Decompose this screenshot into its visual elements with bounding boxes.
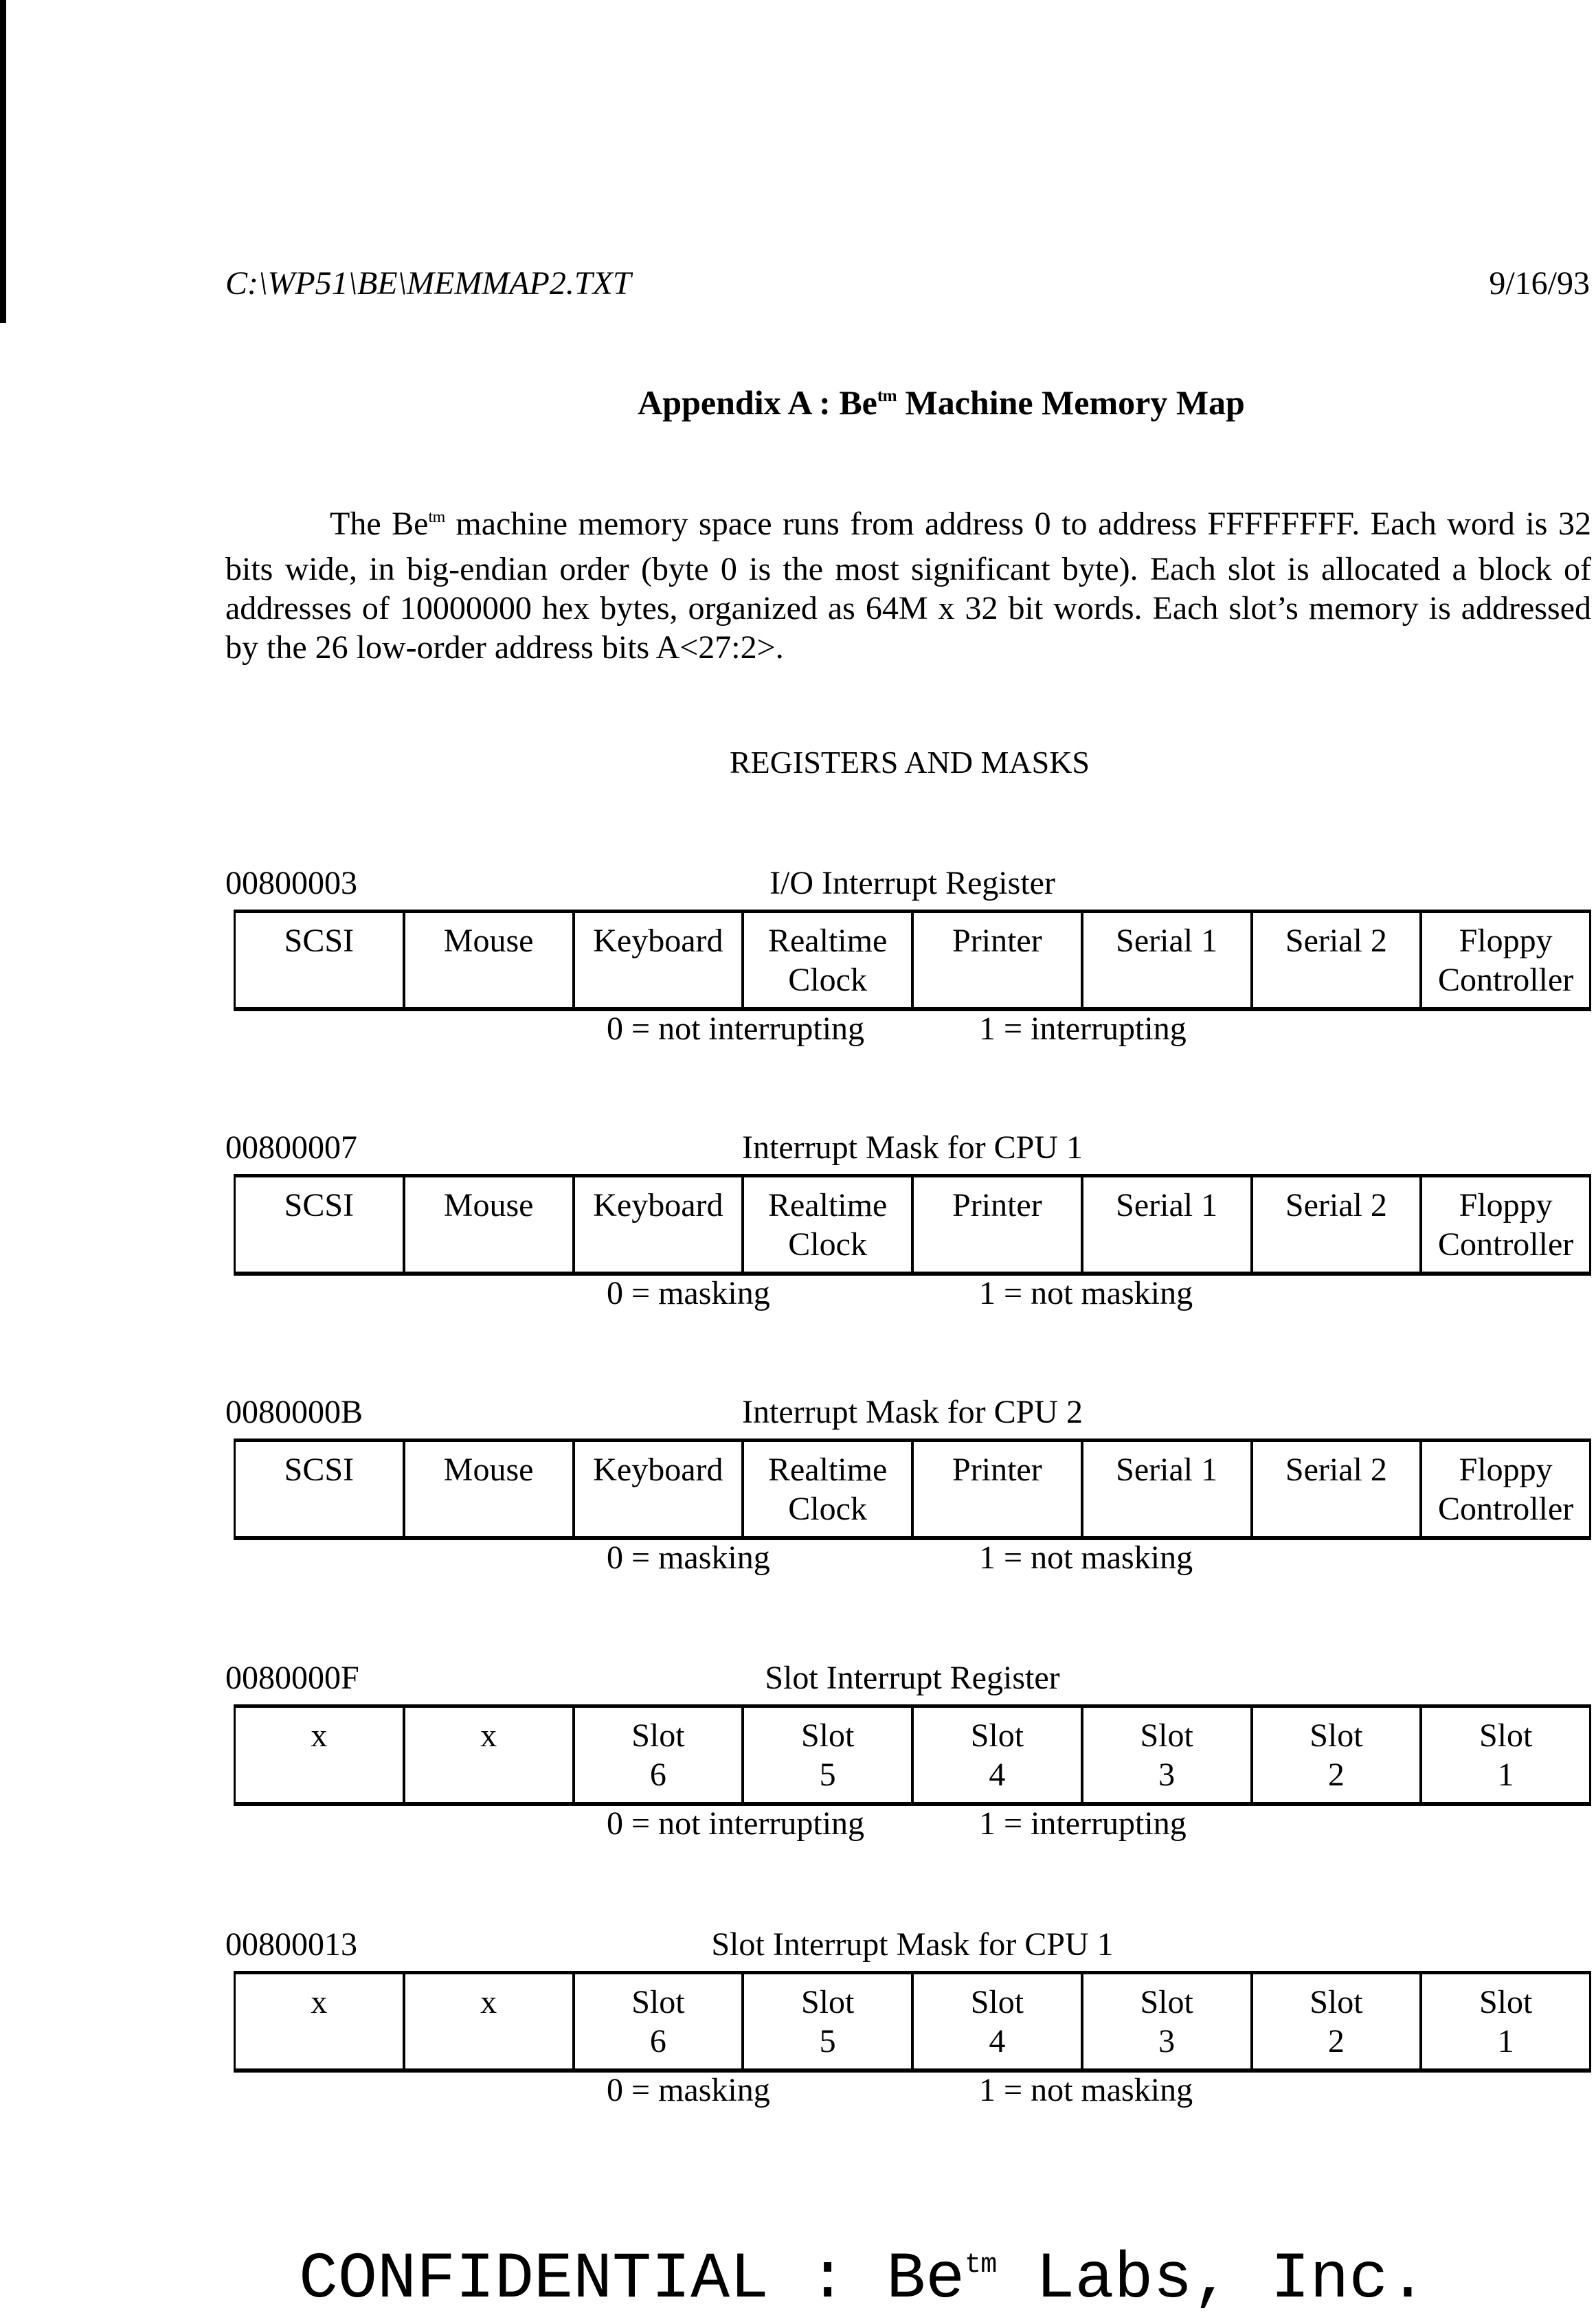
register-name: Interrupt Mask for CPU 1 xyxy=(742,1129,1083,1166)
bit-label-line: 2 xyxy=(1327,2023,1345,2060)
bit-label-line: Slot xyxy=(970,1984,1024,2020)
bit-label-line: 3 xyxy=(1158,2023,1176,2060)
register-block xyxy=(225,1393,1596,1576)
register-bit-cell xyxy=(1422,1708,1589,1802)
bit-label-line: Printer xyxy=(952,1187,1042,1223)
footer-prefix: CONFIDENTIAL : Be xyxy=(299,2242,965,2316)
legend-one-meaning: 1 = not masking xyxy=(979,1539,1193,1576)
bit-label-line: Floppy xyxy=(1459,1187,1553,1223)
bit-label-line: Clock xyxy=(788,1226,867,1263)
bit-label-line: x xyxy=(480,1984,497,2020)
register-bit-cell xyxy=(236,1177,405,1272)
trademark-mark: tm xyxy=(428,508,445,526)
bit-label-line: Slot xyxy=(1479,1984,1533,2020)
bit-label-line: Clock xyxy=(788,1491,867,1527)
bit-label-line: SCSI xyxy=(284,1452,355,1488)
bit-label-line: 5 xyxy=(819,1757,836,1793)
register-bit-cell xyxy=(405,1708,575,1802)
bit-label-line: Mouse xyxy=(443,1187,534,1223)
register-bit-cell xyxy=(575,913,745,1007)
legend-zero-meaning: 0 = masking xyxy=(607,1539,770,1576)
register-bit-cell xyxy=(236,1974,405,2068)
register-bit-cell xyxy=(575,1708,745,1802)
document-date: 9/16/93 xyxy=(1489,265,1590,302)
register-address: 00800007 xyxy=(225,1129,357,1166)
section-heading: REGISTERS AND MASKS xyxy=(730,745,1090,780)
register-bit-cell xyxy=(1253,1708,1423,1802)
bit-label-line: 6 xyxy=(649,2023,666,2060)
confidential-footer xyxy=(299,2242,1428,2324)
title-suffix: Machine Memory Map xyxy=(897,383,1245,422)
trademark-mark: tm xyxy=(965,2249,997,2281)
legend-zero-meaning: 0 = masking xyxy=(607,2072,770,2108)
register-bit-cell xyxy=(1083,913,1253,1007)
register-bit-cell xyxy=(236,1442,405,1536)
paragraph-prefix: The Be xyxy=(330,506,429,542)
bit-label-line: Slot xyxy=(631,1984,685,2020)
legend-one-meaning: 1 = not masking xyxy=(979,1275,1193,1311)
intro-paragraph xyxy=(225,504,1591,667)
register-bit-cell xyxy=(1422,1177,1589,1272)
register-bit-cell xyxy=(405,1442,575,1536)
register-bit-cell xyxy=(1253,1442,1423,1536)
bit-label-line: 1 xyxy=(1497,2023,1514,2060)
legend-one-meaning: 1 = not masking xyxy=(979,2072,1193,2108)
register-bit-cell xyxy=(236,913,405,1007)
register-bit-cell xyxy=(405,1177,575,1272)
bit-label-line: 5 xyxy=(819,2023,836,2060)
bit-label-line: Mouse xyxy=(443,1452,534,1488)
register-bit-cell xyxy=(744,1974,914,2068)
bit-label-line: 6 xyxy=(649,1757,666,1793)
register-bit-cell xyxy=(1422,1974,1589,2068)
bit-label-line: 1 xyxy=(1497,1757,1514,1793)
register-bit-table xyxy=(234,910,1591,1011)
register-block xyxy=(225,1926,1596,2108)
register-bit-cell xyxy=(914,1708,1083,1802)
bit-label-line: Mouse xyxy=(443,923,534,959)
bit-label-line: Slot xyxy=(800,1984,855,2020)
register-bit-cell xyxy=(914,1177,1083,1272)
register-block xyxy=(225,864,1596,1047)
register-bit-cell xyxy=(1422,913,1589,1007)
register-name: Interrupt Mask for CPU 2 xyxy=(742,1394,1083,1430)
register-bit-table xyxy=(234,1439,1591,1540)
register-bit-cell xyxy=(1422,1442,1589,1536)
bit-label-line: Controller xyxy=(1437,962,1574,998)
register-bit-cell xyxy=(1253,1974,1423,2068)
bit-label-line: 4 xyxy=(989,1757,1006,1793)
register-address: 0080000B xyxy=(225,1394,363,1430)
bit-label-line: Slot xyxy=(1310,1717,1363,1754)
bit-label-line: Serial 1 xyxy=(1116,1452,1218,1488)
register-address: 00800003 xyxy=(225,865,357,901)
register-bit-cell xyxy=(575,1974,745,2068)
register-bit-cell xyxy=(914,913,1083,1007)
bit-label-line: Slot xyxy=(1479,1717,1533,1754)
bit-label-line: Controller xyxy=(1437,1226,1574,1263)
register-block xyxy=(225,1659,1596,1842)
register-name: Slot Interrupt Register xyxy=(765,1660,1060,1696)
legend-zero-meaning: 0 = not interrupting xyxy=(607,1805,865,1842)
bit-label-line: Slot xyxy=(631,1717,685,1754)
register-bit-cell xyxy=(744,1442,914,1536)
register-block xyxy=(225,1129,1596,1311)
register-bit-cell xyxy=(1083,1177,1253,1272)
bit-label-line: Realtime xyxy=(767,1187,888,1223)
file-path: C:\WP51\BE\MEMMAP2.TXT xyxy=(225,265,631,302)
register-bit-cell xyxy=(575,1177,745,1272)
legend-one-meaning: 1 = interrupting xyxy=(979,1011,1187,1047)
bit-label-line: Floppy xyxy=(1459,923,1553,959)
trademark-mark: tm xyxy=(877,387,897,406)
register-bit-cell xyxy=(405,1974,575,2068)
bit-label-line: Slot xyxy=(970,1717,1024,1754)
bit-label-line: x xyxy=(480,1717,497,1754)
register-bit-cell xyxy=(236,1708,405,1802)
bit-label-line: Serial 1 xyxy=(1116,923,1218,959)
bit-label-line: Printer xyxy=(952,1452,1042,1488)
scan-edge xyxy=(0,0,6,323)
register-bit-cell xyxy=(744,1708,914,1802)
bit-label-line: Floppy xyxy=(1459,1452,1553,1488)
register-bit-cell xyxy=(914,1442,1083,1536)
bit-label-line: 2 xyxy=(1327,1757,1345,1793)
register-bit-cell xyxy=(1083,1442,1253,1536)
bit-label-line: Clock xyxy=(788,962,867,998)
bit-label-line: Keyboard xyxy=(593,1187,723,1223)
bit-label-line: Printer xyxy=(952,923,1042,959)
register-bit-cell xyxy=(575,1442,745,1536)
bit-label-line: SCSI xyxy=(284,1187,355,1223)
bit-label-line: x xyxy=(311,1717,328,1754)
register-bit-cell xyxy=(1083,1708,1253,1802)
bit-label-line: Controller xyxy=(1437,1491,1574,1527)
bit-label-line: Serial 2 xyxy=(1285,1452,1387,1488)
register-bit-cell xyxy=(744,913,914,1007)
legend-zero-meaning: 0 = not interrupting xyxy=(607,1011,865,1047)
register-bit-cell xyxy=(914,1974,1083,2068)
register-bit-table xyxy=(234,1704,1591,1806)
bit-label-line: 3 xyxy=(1158,1757,1176,1793)
register-bit-cell xyxy=(744,1177,914,1272)
register-bit-table xyxy=(234,1174,1591,1276)
register-bit-cell xyxy=(1253,1177,1423,1272)
register-address: 0080000F xyxy=(225,1660,359,1696)
legend-one-meaning: 1 = interrupting xyxy=(979,1805,1187,1842)
bit-label-line: Keyboard xyxy=(593,923,723,959)
register-name: Slot Interrupt Mask for CPU 1 xyxy=(711,1926,1114,1963)
page-title xyxy=(0,383,1596,429)
bit-label-line: x xyxy=(311,1984,328,2020)
register-address: 00800013 xyxy=(225,1926,357,1963)
register-bit-cell xyxy=(1253,913,1423,1007)
bit-label-line: Serial 2 xyxy=(1285,923,1387,959)
bit-label-line: Slot xyxy=(1140,1984,1193,2020)
register-bit-cell xyxy=(1083,1974,1253,2068)
bit-label-line: 4 xyxy=(989,2023,1006,2060)
title-prefix: Appendix A : Be xyxy=(638,383,877,422)
bit-label-line: SCSI xyxy=(284,923,355,959)
footer-suffix: Labs, Inc. xyxy=(996,2242,1428,2316)
bit-label-line: Realtime xyxy=(767,923,888,959)
register-bit-cell xyxy=(405,913,575,1007)
bit-label-line: Realtime xyxy=(767,1452,888,1488)
bit-label-line: Serial 2 xyxy=(1285,1187,1387,1223)
bit-label-line: Keyboard xyxy=(593,1452,723,1488)
bit-label-line: Slot xyxy=(1310,1984,1363,2020)
register-name: I/O Interrupt Register xyxy=(769,865,1055,901)
bit-label-line: Serial 1 xyxy=(1116,1187,1218,1223)
bit-label-line: Slot xyxy=(800,1717,855,1754)
register-bit-table xyxy=(234,1971,1591,2073)
paragraph-body: machine memory space runs from address 0 to address FFFFFFFF. Each word is 32 bits wide, in big-endian order (byte 0 is the most significant byte). Each slot is allocated a block of addresses of 10000000 hex bytes, organized as 64M x 32 bit words. Each slot’s memory is addressed by the 26 low-order address bits A<27:2>. xyxy=(225,506,1591,666)
bit-label-line: Slot xyxy=(1140,1717,1193,1754)
legend-zero-meaning: 0 = masking xyxy=(607,1275,770,1311)
